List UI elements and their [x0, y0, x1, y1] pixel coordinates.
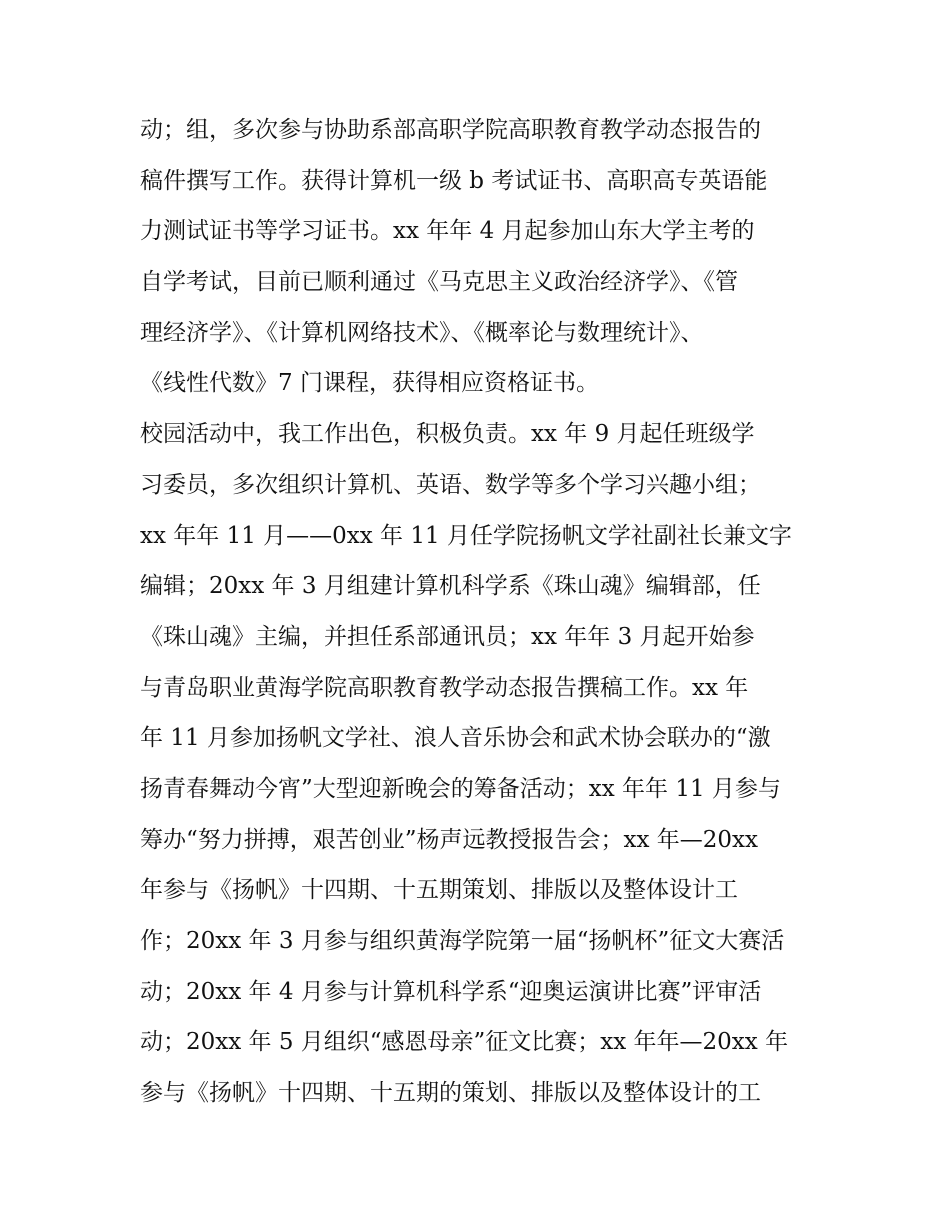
- text-line: 自学考试，目前已顺利通过《马克思主义政治经济学》、《管: [140, 269, 738, 296]
- text-line: 习委员，多次组织计算机、英语、数学等多个学习兴趣小组；: [140, 471, 761, 498]
- text-line: 稿件撰写工作。获得计算机一级 b 考试证书、高职高专英语能: [140, 167, 768, 194]
- text-line: 年参与《扬帆》十四期、十五期策划、排版以及整体设计工: [140, 877, 738, 904]
- text-line: xx 年年 11 月——0xx 年 11 月任学院扬帆文学社副社长兼文字: [140, 522, 792, 549]
- text-line: 理经济学》、《计算机网络技术》、《概率论与数理统计》、: [140, 319, 704, 346]
- text-line: 《线性代数》7 门课程，获得相应资格证书。: [140, 370, 599, 397]
- text-line: 动；20xx 年 4 月参与计算机科学系“迎奥运演讲比赛”评审活: [140, 978, 762, 1005]
- text-line: 动；组，多次参与协助系部高职学院高职教育教学动态报告的: [140, 117, 761, 143]
- text-line: 校园活动中，我工作出色，积极负责。xx 年 9 月起任班级学: [140, 421, 755, 448]
- text-line: 动；20xx 年 5 月组织“感恩母亲”征文比赛；xx 年年—20xx 年: [140, 1029, 789, 1056]
- text-line: 扬青春舞动今宵”大型迎新晚会的筹备活动；xx 年年 11 月参与: [140, 775, 781, 802]
- text-line: 作；20xx 年 3 月参与组织黄海学院第一届“扬帆杯”征文大赛活: [140, 928, 785, 954]
- text-line: 筹办“努力拼搏，艰苦创业”杨声远教授报告会；xx 年—20xx: [140, 826, 758, 853]
- body-text: [140, 105, 820, 1119]
- text-line: 与青岛职业黄海学院高职教育教学动态报告撰稿工作。xx 年: [140, 674, 749, 701]
- text-line: 力测试证书等学习证书。xx 年年 4 月起参加山东大学主考的: [140, 218, 755, 245]
- text-line: 《珠山魂》主编，并担任系部通讯员；xx 年年 3 月起开始参: [140, 623, 755, 650]
- text-line: 编辑；20xx 年 3 月组建计算机科学系《珠山魂》编辑部，任: [140, 573, 761, 600]
- text-line: 年 11 月参加扬帆文学社、浪人音乐协会和武术协会联办的“激: [140, 725, 771, 752]
- text-line: 参与《扬帆》十四期、十五期的策划、排版以及整体设计的工: [140, 1080, 761, 1107]
